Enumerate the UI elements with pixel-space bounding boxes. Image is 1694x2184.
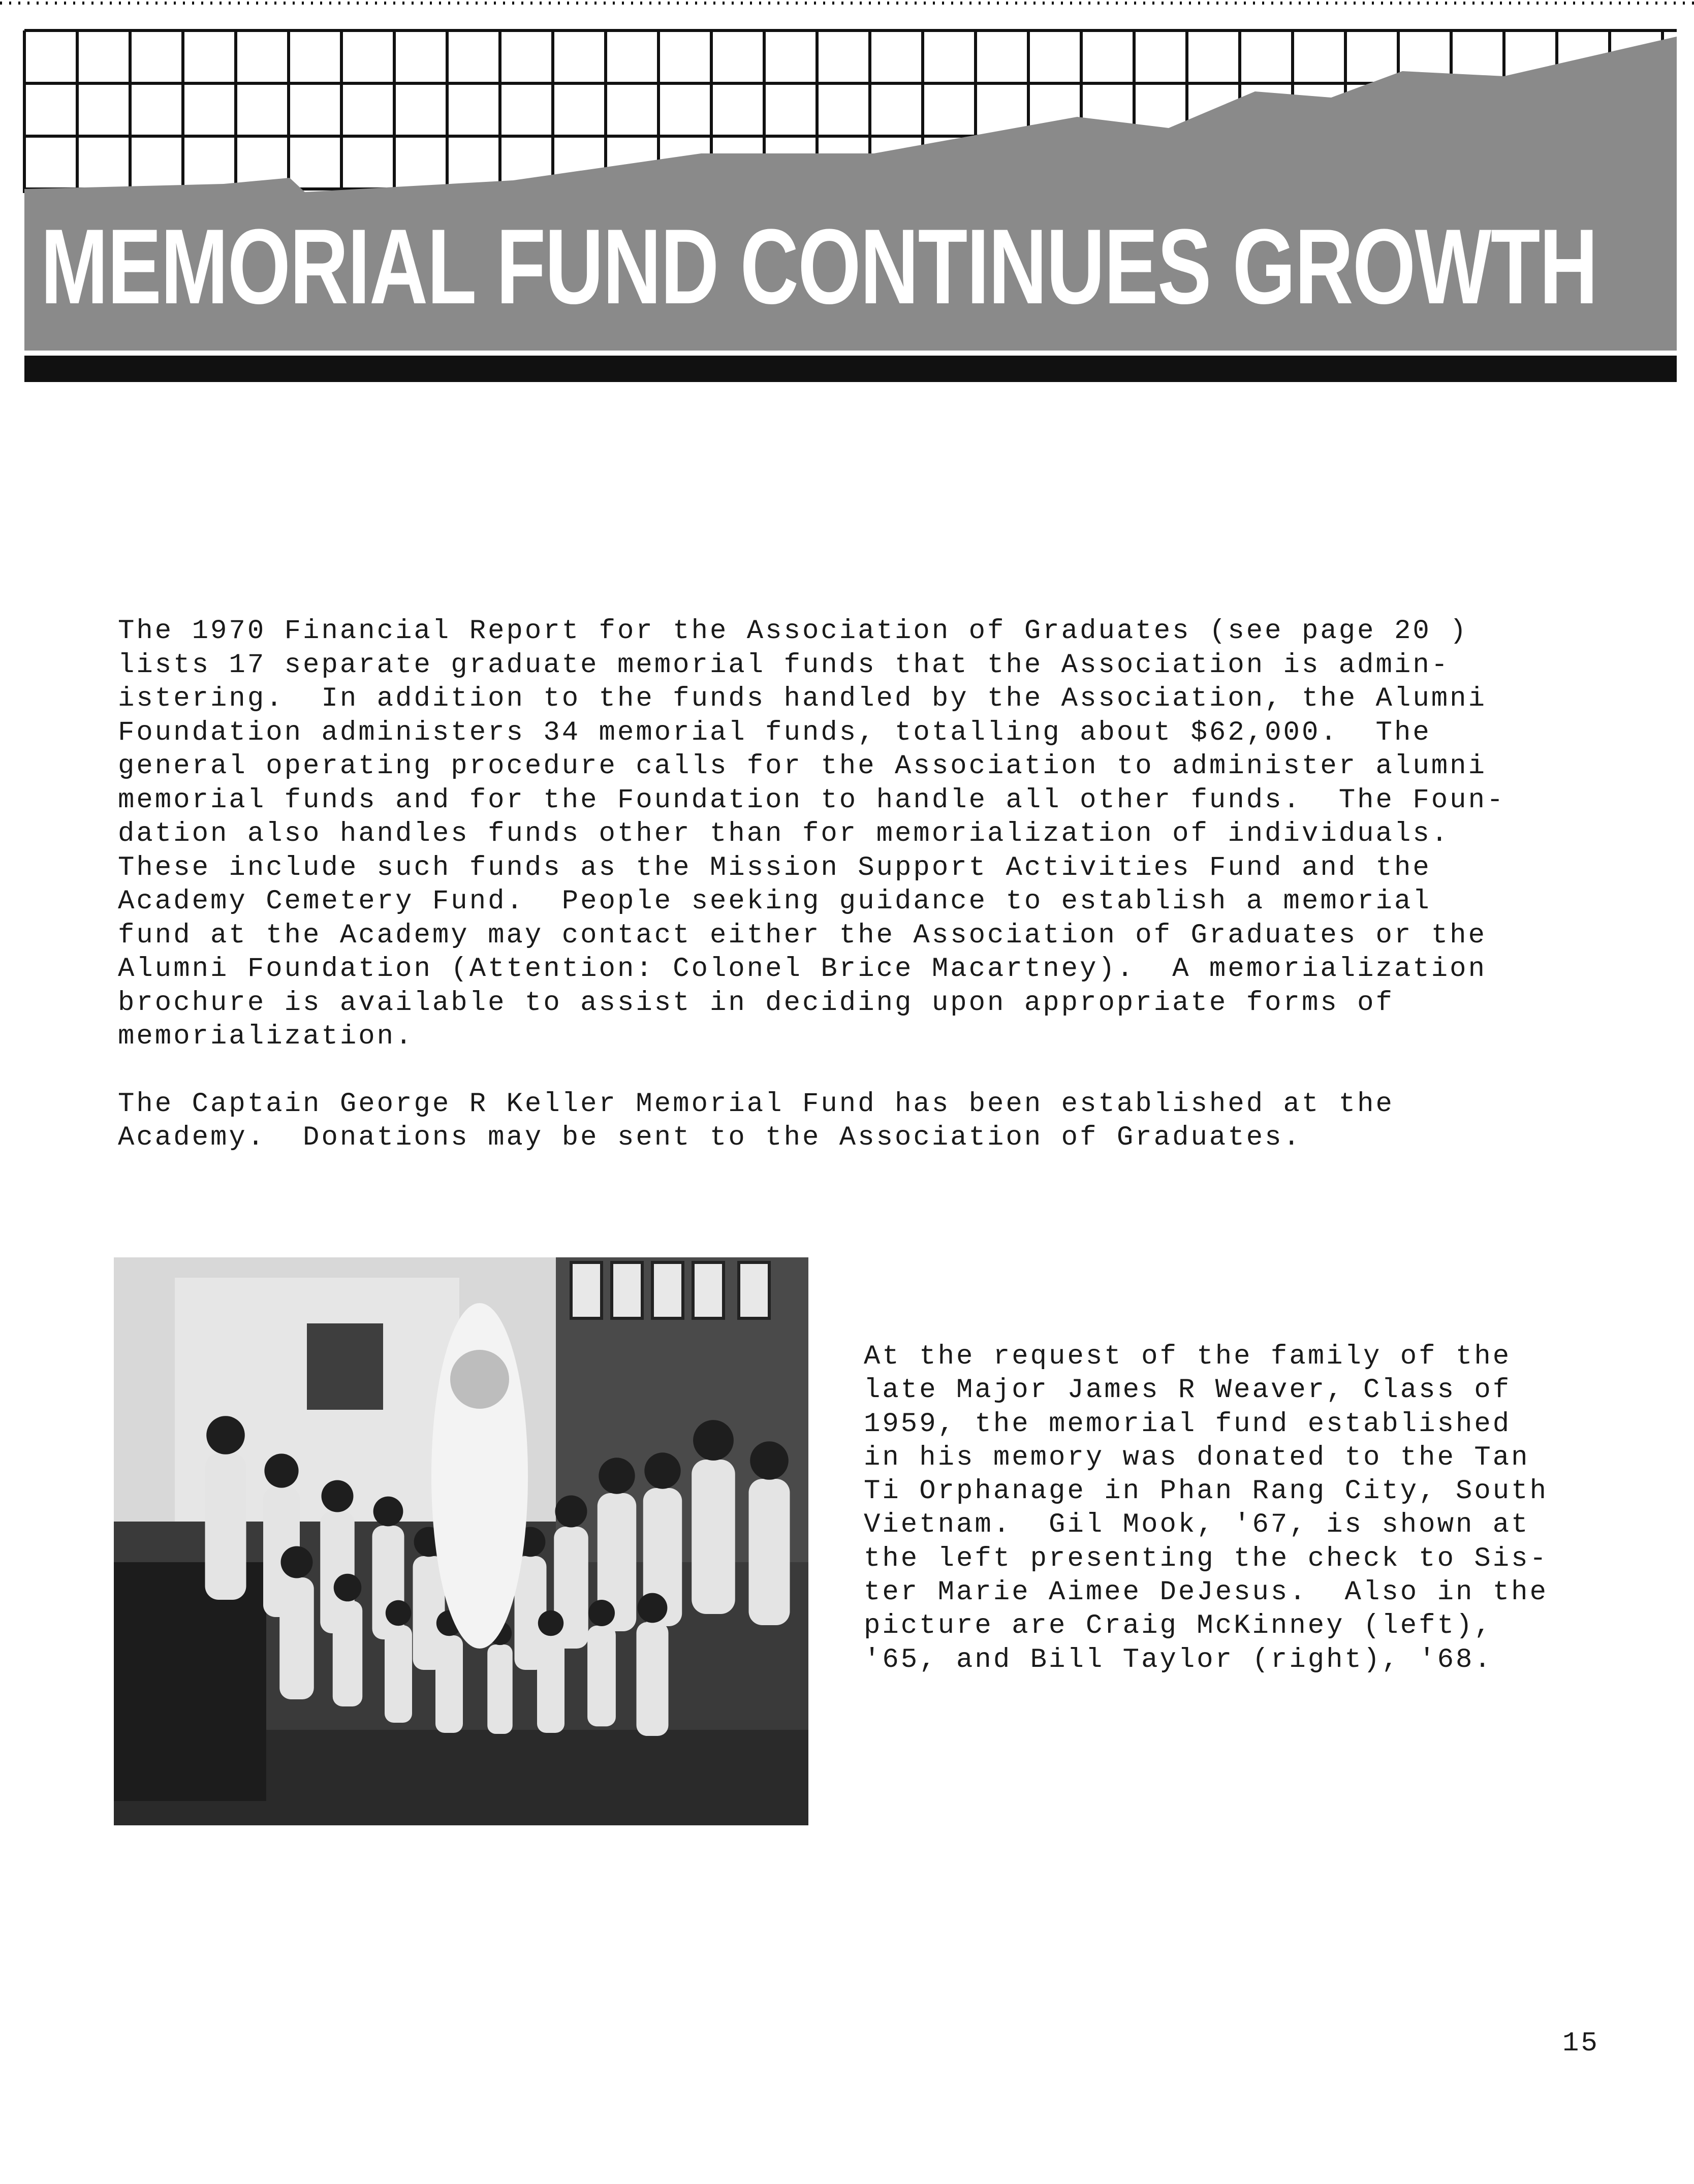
caption-line: '65, and Bill Taylor (right), '68. xyxy=(864,1644,1493,1675)
article-paragraph-1-line: Alumni Foundation (Attention: Colonel Brice Macartney). A memorialization xyxy=(118,954,1487,985)
caption-line: late Major James R Weaver, Class of xyxy=(864,1375,1512,1406)
article-paragraph-1-line: dation also handles funds other than for memorialization of individuals. xyxy=(118,818,1450,849)
article-paragraph-1-line: Academy Cemetery Fund. People seeking guidance to establish a memorial xyxy=(118,886,1431,917)
article-paragraph-1-line: lists 17 separate graduate memorial funds that the Association is admin- xyxy=(118,649,1450,681)
article-paragraph-1-line: brochure is available to assist in deciding upon appropriate forms of xyxy=(118,987,1394,1019)
page-number: 15 xyxy=(1562,2028,1599,2059)
article-paragraph-2 xyxy=(118,1088,1642,1155)
photo-caption xyxy=(864,1340,1656,1677)
page-title: MEMORIAL FUND CONTINUES GROWTH xyxy=(41,207,1597,326)
article-paragraph-1-line: general operating procedure calls for the Association to administer alumni xyxy=(118,751,1487,782)
photo-illustration xyxy=(114,1257,808,1825)
article-paragraph-1-line: fund at the Academy may contact either the Association of Graduates or the xyxy=(118,920,1487,951)
article-body xyxy=(118,615,1642,1155)
caption-line: At the request of the family of the xyxy=(864,1341,1512,1372)
orphanage-photo xyxy=(114,1257,808,1825)
caption-line: Ti Orphanage in Phan Rang City, South xyxy=(864,1476,1548,1507)
caption-line: the left presenting the check to Sis- xyxy=(864,1543,1548,1574)
caption-line: 1959, the memorial fund established xyxy=(864,1408,1512,1440)
article-paragraph-1-line: memorial funds and for the Foundation to handle all other funds. The Foun- xyxy=(118,784,1505,816)
caption-line: ter Marie Aimee DeJesus. Also in the xyxy=(864,1577,1548,1608)
article-paragraph-1-line: memorialization. xyxy=(118,1021,414,1052)
header-banner xyxy=(0,0,1694,386)
caption-line: picture are Craig McKinney (left), xyxy=(864,1610,1493,1642)
article-paragraph-1-line: These include such funds as the Mission Support Activities Fund and the xyxy=(118,852,1431,883)
article-paragraph-1-line: The 1970 Financial Report for the Association of Graduates (see page 20 ) xyxy=(118,616,1468,647)
article-paragraph-2-line: Academy. Donations may be sent to the Association of Graduates. xyxy=(118,1122,1302,1153)
caption-line: in his memory was donated to the Tan xyxy=(864,1442,1530,1473)
bottom-rule xyxy=(24,356,1677,382)
article-paragraph-1-line: Foundation administers 34 memorial funds, totalling about $62,000. The xyxy=(118,717,1431,748)
article-paragraph-1 xyxy=(118,615,1642,1054)
caption-line: Vietnam. Gil Mook, '67, is shown at xyxy=(864,1509,1530,1541)
article-paragraph-1-line: istering. In addition to the funds handled by the Association, the Alumni xyxy=(118,683,1487,714)
article-paragraph-2-line: The Captain George R Keller Memorial Fund has been established at the xyxy=(118,1088,1394,1120)
